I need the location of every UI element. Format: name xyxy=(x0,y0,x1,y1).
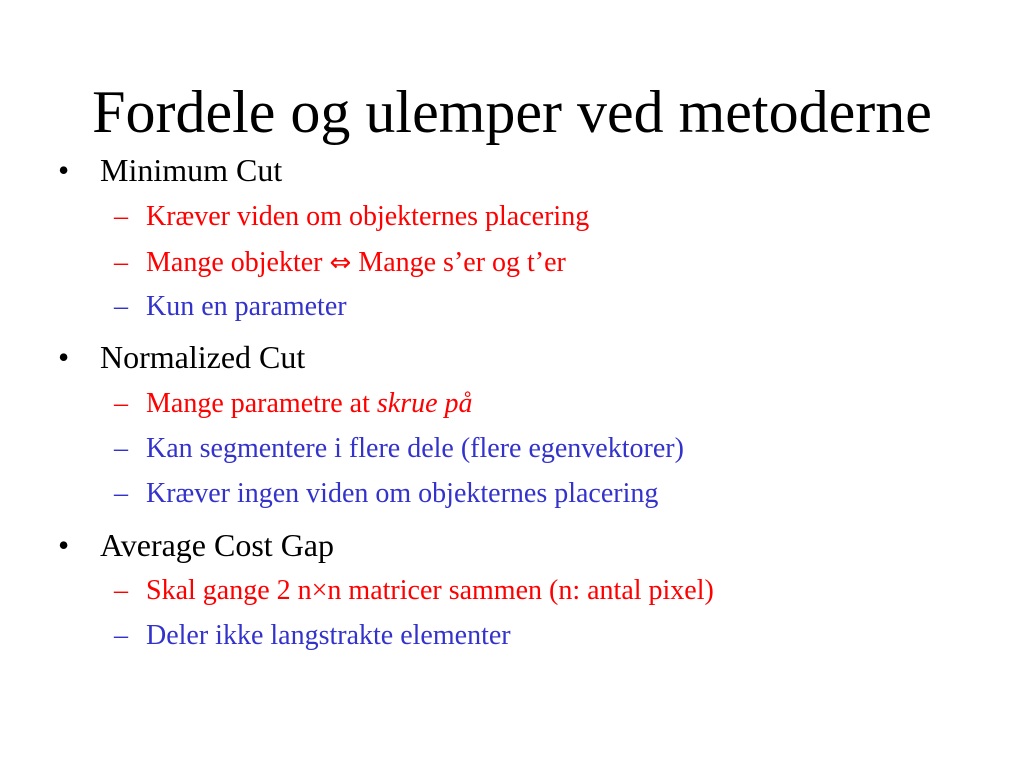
dash-marker: – xyxy=(114,201,128,232)
sub-item-text: Kræver viden om objekternes placering xyxy=(146,201,590,232)
sub-item-text-group xyxy=(146,246,566,280)
dash-marker: – xyxy=(114,247,128,278)
dash-marker: – xyxy=(114,388,128,419)
sub-item-text: Kræver ingen viden om objekternes placering xyxy=(146,478,659,509)
dash-marker: – xyxy=(114,433,128,464)
dash-marker: – xyxy=(114,620,128,651)
bullet-marker: • xyxy=(58,339,70,375)
dash-marker: – xyxy=(114,575,128,606)
sub-item-text: Kun en parameter xyxy=(146,291,347,322)
sub-item-text: Mange parametre at xyxy=(146,388,377,419)
bullet-heading: Minimum Cut xyxy=(100,152,283,188)
sub-item-text: Kan segmentere i flere dele (flere egenvektorer) xyxy=(146,433,684,464)
sub-item-text: Mange objekter xyxy=(146,247,330,278)
dash-marker: – xyxy=(114,291,128,322)
double-arrow-icon: ⇔ xyxy=(329,248,352,278)
bullet-marker: • xyxy=(58,527,70,563)
bullet-heading: Normalized Cut xyxy=(100,339,306,375)
sub-item-text: Deler ikke langstrakte elementer xyxy=(146,620,511,651)
sub-item-text: Mange s’er og t’er xyxy=(351,247,566,278)
bullet-marker: • xyxy=(58,152,70,188)
bullet-heading: Average Cost Gap xyxy=(100,527,334,563)
sub-item-text-group xyxy=(146,387,473,421)
slide-title: Fordele og ulemper ved metoderne xyxy=(92,79,932,145)
sub-item-emphasis: skrue på xyxy=(376,388,473,419)
sub-item-text: Skal gange 2 n×n matricer sammen (n: antal pixel) xyxy=(146,575,714,606)
dash-marker: – xyxy=(114,478,128,509)
